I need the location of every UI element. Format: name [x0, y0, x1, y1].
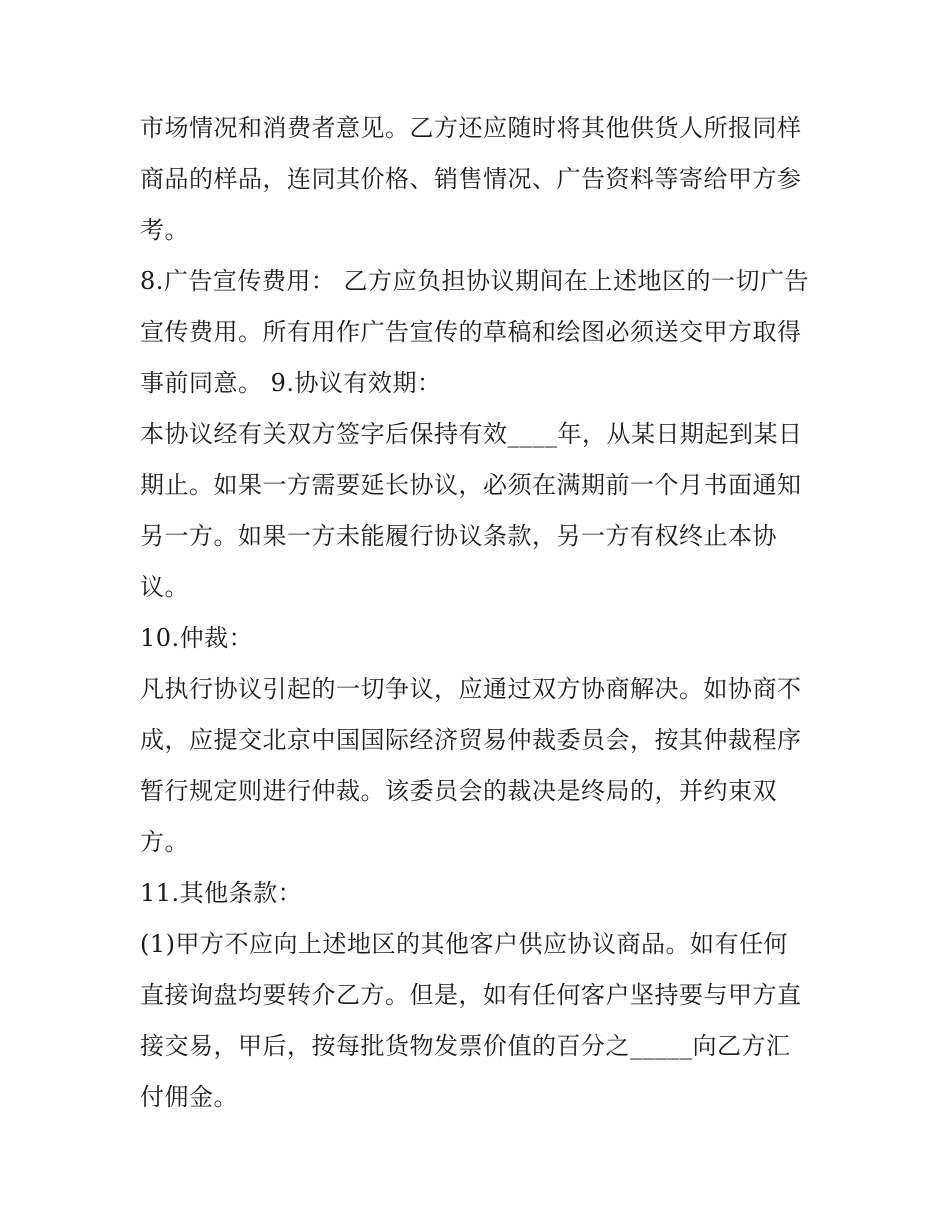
- section-heading-8: 8.广告宣传费用： 乙方应负担协议期间在上述地区的一切广告: [140, 267, 810, 295]
- clause-item-1: (1)甲方不应向上述地区的其他客户供应协议商品。如有任何: [140, 930, 788, 958]
- section-heading-9: 事前同意。 9.协议有效期：: [140, 369, 442, 397]
- section-heading-11: 11.其他条款：: [140, 879, 303, 907]
- text-line: 方。: [140, 828, 189, 856]
- text-line: 接交易，甲后，按每批货物发票价值的百分之_____向乙方汇: [140, 1032, 791, 1060]
- text-line: 付佣金。: [140, 1083, 238, 1111]
- document-body: [140, 103, 820, 1123]
- text-line: 本协议经有关双方签字后保持有效____年，从某日期起到某日: [140, 420, 803, 448]
- text-line: 宣传费用。所有用作广告宣传的草稿和绘图必须送交甲方取得: [140, 318, 802, 346]
- text-line: 市场情况和消费者意见。乙方还应随时将其他供货人所报同样: [140, 114, 802, 142]
- section-heading-10: 10.仲裁：: [140, 624, 254, 652]
- text-line: 另一方。如果一方未能履行协议条款，另一方有权终止本协: [140, 522, 777, 550]
- text-line: 凡执行协议引起的一切争议，应通过双方协商解决。如协商不: [140, 675, 802, 703]
- text-line: 考。: [140, 216, 189, 244]
- text-line: 直接询盘均要转介乙方。但是，如有任何客户坚持要与甲方直: [140, 981, 802, 1009]
- text-line: 商品的样品，连同其价格、销售情况、广告资料等寄给甲方参: [140, 165, 802, 193]
- text-line: 议。: [140, 573, 189, 601]
- text-line: 成，应提交北京中国国际经济贸易仲裁委员会，按其仲裁程序: [140, 726, 802, 754]
- text-line: 暂行规定则进行仲裁。该委员会的裁决是终局的，并约束双: [140, 777, 777, 805]
- text-line: 期止。如果一方需要延长协议，必须在满期前一个月书面通知: [140, 471, 802, 499]
